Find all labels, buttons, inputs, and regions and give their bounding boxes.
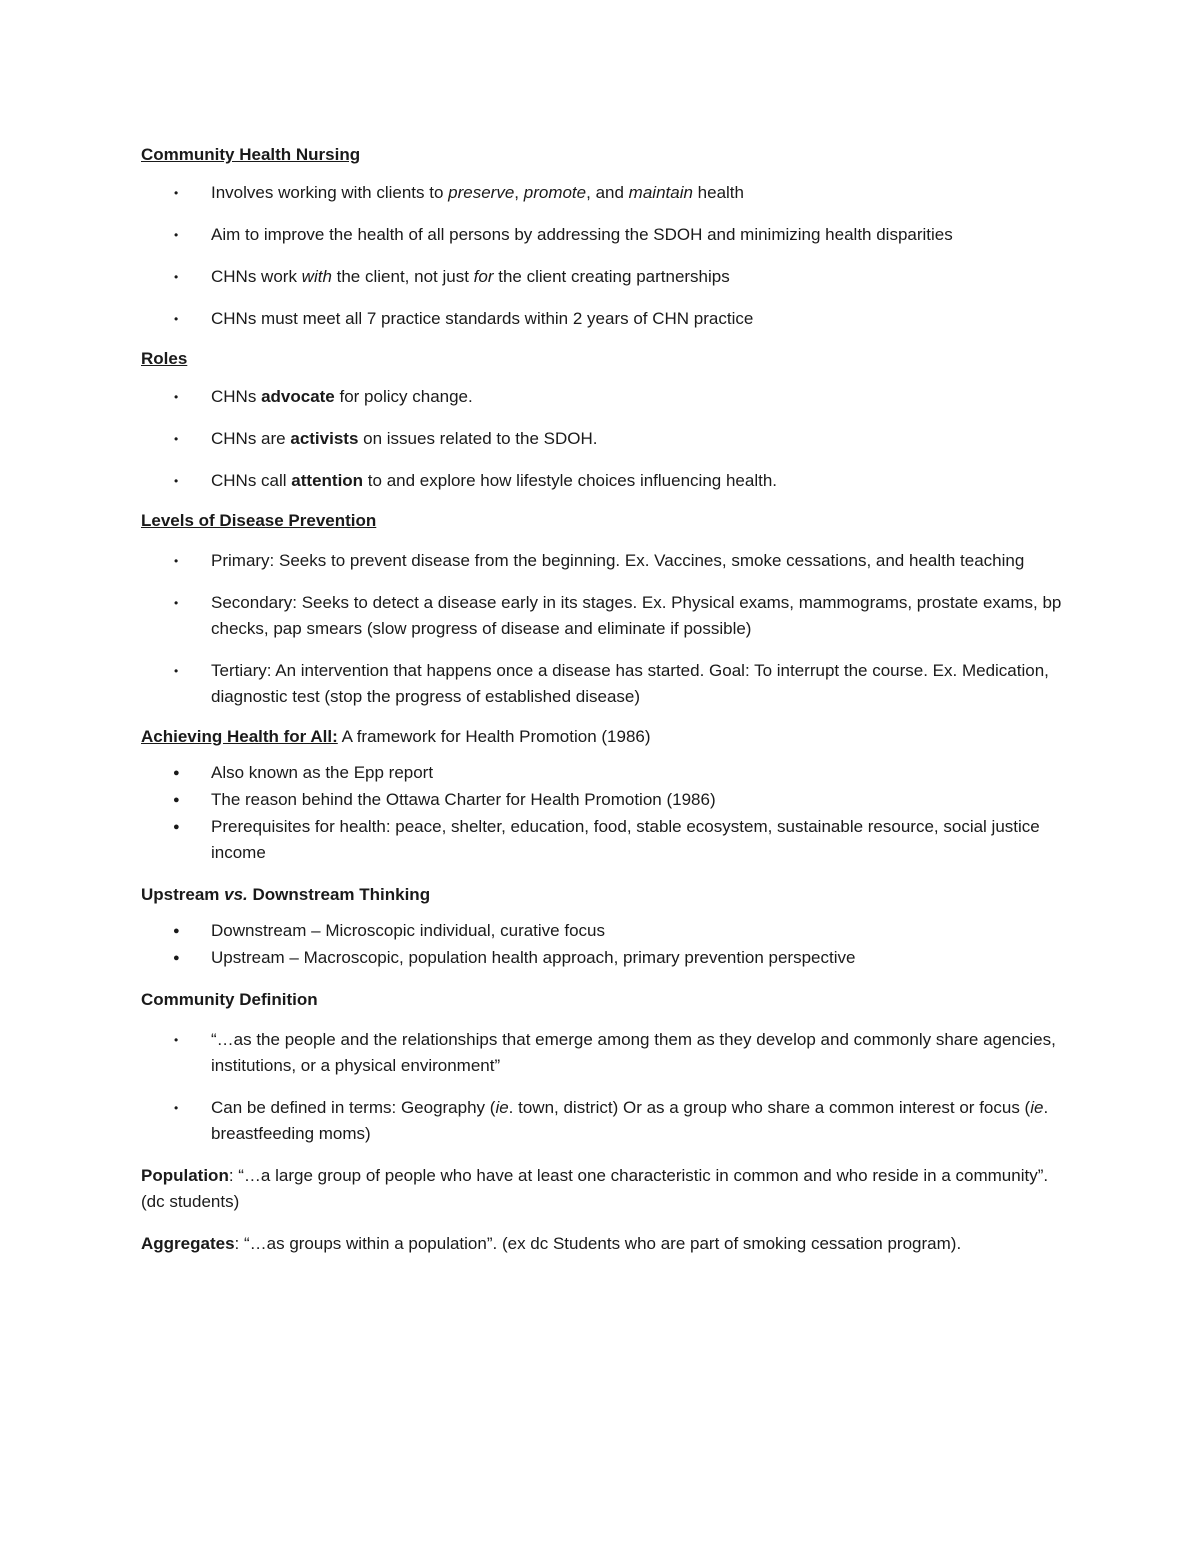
section-title-levels-of-disease-prevention: Levels of Disease Prevention (141, 511, 377, 530)
section-title-achieving-health-for-all: Achieving Health for All: A framework for Health Promotion (1986) (141, 727, 651, 746)
upstream-list (141, 918, 1071, 971)
section-title-upstream-downstream: Upstream vs. Downstream Thinking (141, 885, 431, 904)
levels-list (141, 548, 1071, 710)
list-item: ● Prerequisites for health: peace, shelter, education, food, stable ecosystem, sustainable resource, social justice income (141, 814, 1071, 866)
list-item: ● Also known as the Epp report (141, 760, 1071, 786)
list-item: • CHNs call attention to and explore how lifestyle choices influencing health. (141, 468, 1071, 494)
list-item: • Aim to improve the health of all persons by addressing the SDOH and minimizing health disparities (141, 222, 1071, 248)
list-item: • “…as the people and the relationships that emerge among them as they develop and commonly share agencies, institutions, or a physical environment” (141, 1027, 1071, 1079)
section-title-community-definition: Community Definition (141, 990, 318, 1009)
section-subtitle: A framework for Health Promotion (1986) (337, 727, 651, 746)
list-item: • Secondary: Seeks to detect a disease early in its stages. Ex. Physical exams, mammograms, prostate exams, bp checks, pap smears (slow progress of disease and eliminate if possible) (141, 590, 1071, 642)
list-item: • Tertiary: An intervention that happens once a disease has started. Goal: To interrupt the course. Ex. Medication, diagnostic test (stop the progress of established disease) (141, 658, 1071, 710)
list-item: • CHNs are activists on issues related to the SDOH. (141, 426, 1071, 452)
population-definition: Population: “…a large group of people who have at least one characteristic in common and who reside in a community”. (dc students) (141, 1166, 1049, 1211)
list-item: ● Downstream – Microscopic individual, curative focus (141, 918, 1071, 944)
achieving-list (141, 760, 1071, 866)
list-item: • Involves working with clients to preserve, promote, and maintain health (141, 180, 1071, 206)
list-item: ● Upstream – Macroscopic, population health approach, primary prevention perspective (141, 945, 1071, 971)
list-item: • Primary: Seeks to prevent disease from the beginning. Ex. Vaccines, smoke cessations, and health teaching (141, 548, 1071, 574)
population-label: Population (141, 1166, 229, 1185)
section-title-community-health-nursing: Community Health Nursing (141, 145, 361, 164)
list-item: ● The reason behind the Ottawa Charter for Health Promotion (1986) (141, 787, 1071, 813)
community-list (141, 1027, 1071, 1147)
section-title-roles: Roles (141, 349, 188, 368)
aggregates-definition: Aggregates: “…as groups within a population”. (ex dc Students who are part of smoking cessation program). (141, 1234, 962, 1253)
document-page (141, 140, 1071, 1257)
list-item: • CHNs must meet all 7 practice standards within 2 years of CHN practice (141, 306, 1071, 332)
chn-list (141, 180, 1071, 332)
aggregates-label: Aggregates (141, 1234, 235, 1253)
roles-list (141, 384, 1071, 494)
list-item: • Can be defined in terms: Geography (ie. town, district) Or as a group who share a common interest or focus (ie. breastfeeding moms) (141, 1095, 1071, 1147)
list-item: • CHNs work with the client, not just for the client creating partnerships (141, 264, 1071, 290)
list-item: • CHNs advocate for policy change. (141, 384, 1071, 410)
